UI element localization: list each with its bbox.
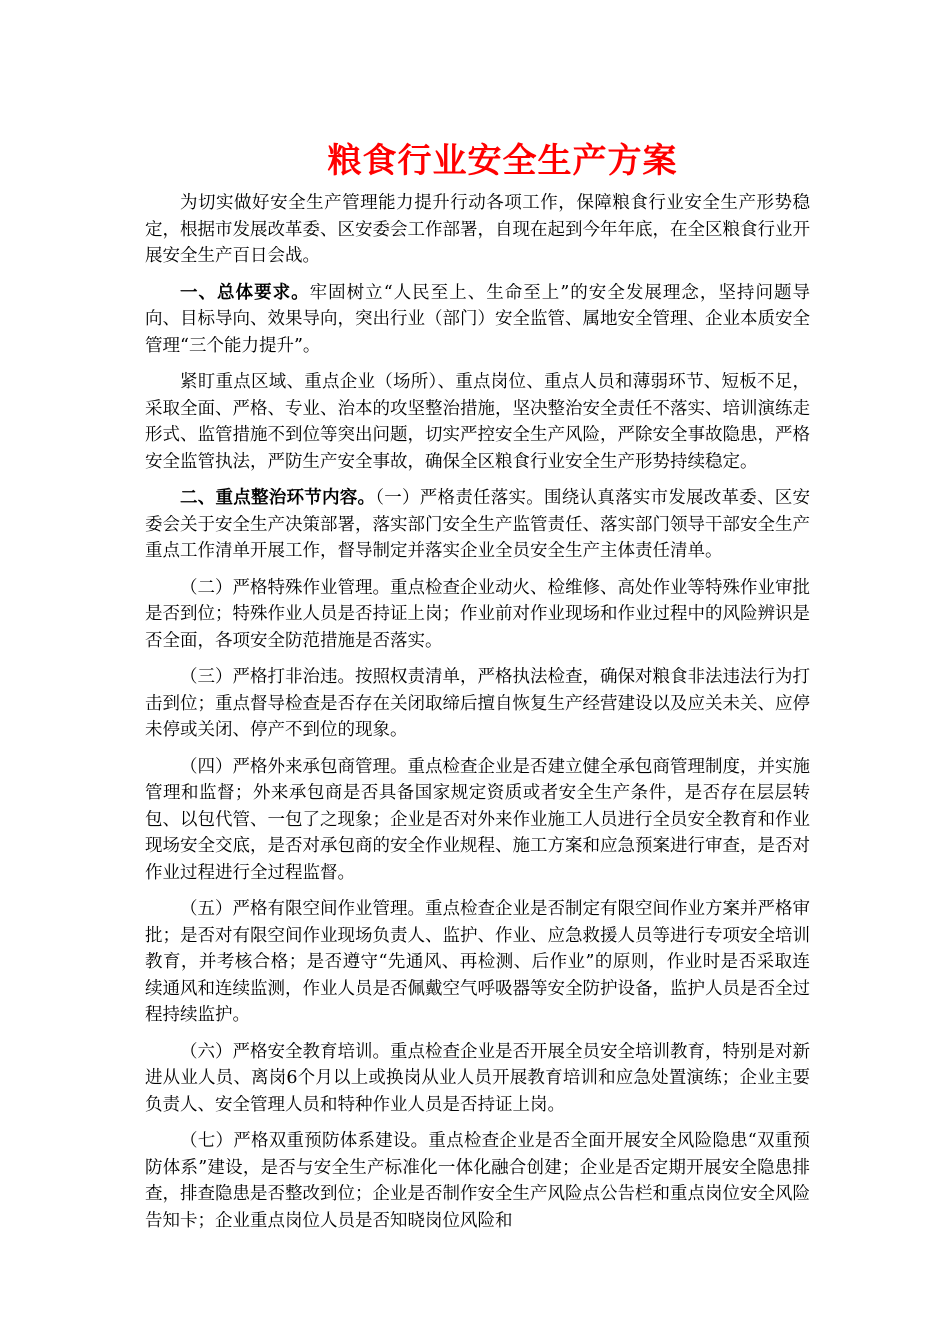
item-5-paragraph: （五）严格有限空间作业管理。重点检查企业是否制定有限空间作业方案并严格审批；是否对有限空间作业现场负责人、监护、作业、应急救援人员等进行专项安全培训教育，并考核合格；是否遵守“先通风、再检测、后作业”的原则，作业时是否采取连续通风和连续监测，作业人员是否佩戴空气呼吸器等安全防护设备，监护人员是否全过程持续监护。 xyxy=(145,899,810,1025)
focus-paragraph: 紧盯重点区域、重点企业（场所）、重点岗位、重点人员和薄弱环节、短板不足，采取全面、严格、专业、治本的攻坚整治措施，坚决整治安全责任不落实、培训演练走形式、监管措施不到位等突出问题，切实严控安全生产风险，严除安全事故隐患，严格安全监管执法，严防生产安全事故，确保全区粮食行业安全生产形势持续稳定。 xyxy=(145,372,810,472)
section-1-paragraph xyxy=(145,280,810,360)
item-3-paragraph: （三）严格打非治违。按照权责清单，严格执法检查，确保对粮食非法违法行为打击到位；重点督导检查是否存在关闭取缔后擅自恢复生产经营建设以及应关未关、应停未停或关闭、停产不到位的现象。 xyxy=(145,667,810,740)
item-2-paragraph: （二）严格特殊作业管理。重点检查企业动火、检维修、高处作业等特殊作业审批是否到位；特殊作业人员是否持证上岗；作业前对作业现场和作业过程中的风险辨识是否全面，各项安全防范措施是否落实。 xyxy=(145,577,810,651)
section-1-text: 牢固树立“人民至上、生命至上”的安全发展理念，坚持问题导向、目标导向、效果导向，突出行业（部门）安全监管、属地安全管理、企业本质安全管理“三个能力提升”。 xyxy=(145,282,810,356)
intro-paragraph: 为切实做好安全生产管理能力提升行动各项工作，保障粮食行业安全生产形势稳定，根据市发展改革委、区安委会工作部署，自现在起到今年年底，在全区粮食行业开展安全生产百日会战。 xyxy=(145,193,810,266)
item-7-paragraph: （七）严格双重预防体系建设。重点检查企业是否全面开展安全风险隐患“双重预防体系”建设，是否与安全生产标准化一体化融合创建；企业是否定期开展安全隐患排查，排查隐患是否整改到位；企业是否制作安全生产风险点公告栏和重点岗位安全风险告知卡；企业重点岗位人员是否知晓岗位风险和 xyxy=(145,1131,810,1231)
document-title: 粮食行业安全生产方案 xyxy=(327,141,678,181)
section-2-paragraph xyxy=(145,485,810,565)
document-body xyxy=(145,190,810,1244)
section-1-heading: 一、总体要求。 xyxy=(180,282,310,303)
section-2-text: （一）严格责任落实。围绕认真落实市发展改革委、区安委会关于安全生产决策部署，落实部门安全生产监管责任、落实部门领导干部安全生产重点工作清单开展工作，督导制定并落实企业全员安全生产主体责任清单。 xyxy=(145,488,810,561)
item-6-paragraph: （六）严格安全教育培训。重点检查企业是否开展全员安全培训教育，特别是对新进从业人员、离岗6个月以上或换岗从业人员开展教育培训和应急处置演练；企业主要负责人、安全管理人员和特种作业人员是否持证上岗。 xyxy=(145,1041,810,1115)
section-2-heading: 二、重点整治环节内容。 xyxy=(180,488,376,508)
item-4-paragraph: （四）严格外来承包商管理。重点检查企业是否建立健全承包商管理制度，并实施管理和监督；外来承包商是否具备国家规定资质或者安全生产条件，是否存在层层转包、以包代管、一包了之现象；企业是否对外来作业施工人员进行全员安全教育和作业现场安全交底，是否对承包商的安全作业规程、施工方案和应急预案进行审查，是否对作业过程进行全过程监督。 xyxy=(145,756,810,883)
